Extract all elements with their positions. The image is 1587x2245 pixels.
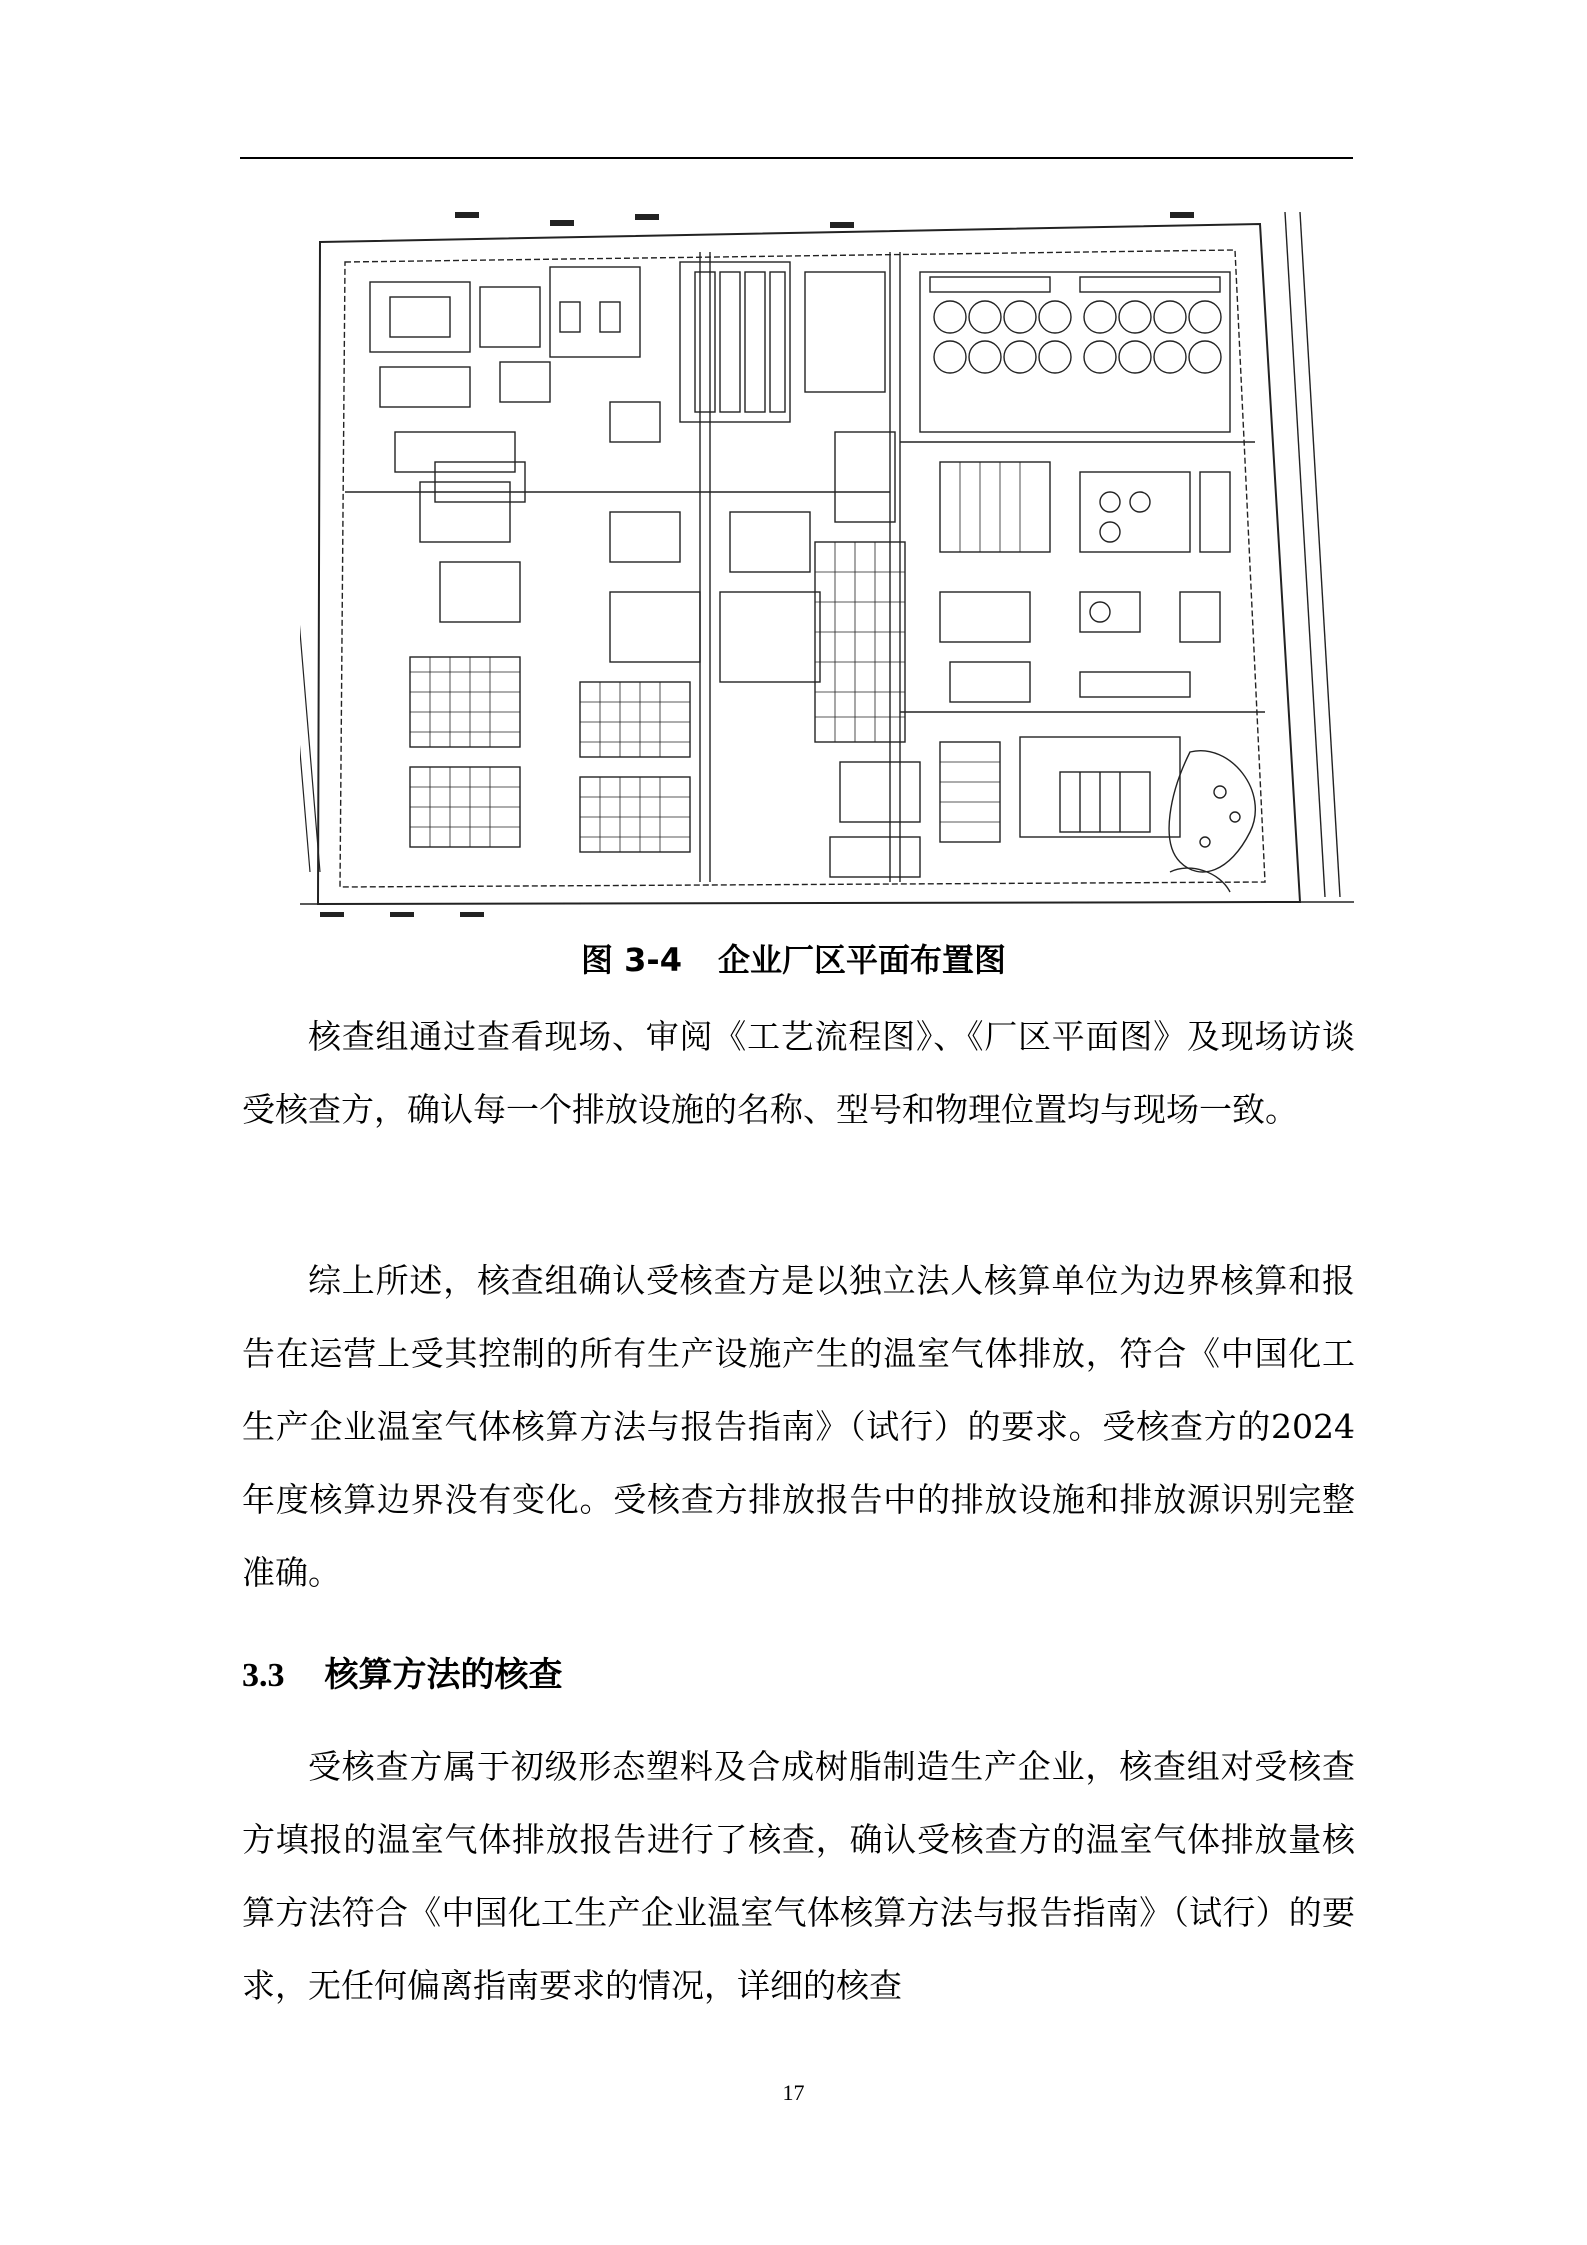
header-rule <box>240 157 1353 159</box>
section-heading <box>242 1645 563 1706</box>
site-plan-drawing <box>300 192 1354 918</box>
section-title: 核算方法的核查 <box>324 1655 563 1695</box>
paragraph-boundary-conclusion: 综上所述，核查组确认受核查方是以独立法人核算单位为边界核算和报告在运营上受其控制的所有生产设施产生的温室气体排放，符合《中国化工生产企业温室气体核算方法与报告指南》（试行）的要求。受核查方的2024年度核算边界没有变化。受核查方排放报告中的排放设施和排放源识别完整准确。 <box>242 1261 1355 1592</box>
paragraph-method-check: 受核查方属于初级形态塑料及合成树脂制造生产企业，核查组对受核查方填报的温室气体排放报告进行了核查，确认受核查方的温室气体排放量核算方法符合《中国化工生产企业温室气体核算方法与报告指南》（试行）的要求，无任何偏离指南要求的情况，详细的核查 <box>242 1747 1355 2005</box>
figure-caption <box>0 938 1587 982</box>
page-number: 17 <box>782 2080 805 2105</box>
figure-caption-title: 企业厂区平面布置图 <box>717 941 1006 979</box>
paragraph-site-check: 核查组通过查看现场、审阅《工艺流程图》、《厂区平面图》及现场访谈受核查方，确认每一个排放设施的名称、型号和物理位置均与现场一致。 <box>242 1017 1355 1129</box>
section-number: 3.3 <box>242 1657 285 1694</box>
figure-caption-number: 图 3-4 <box>581 941 682 979</box>
